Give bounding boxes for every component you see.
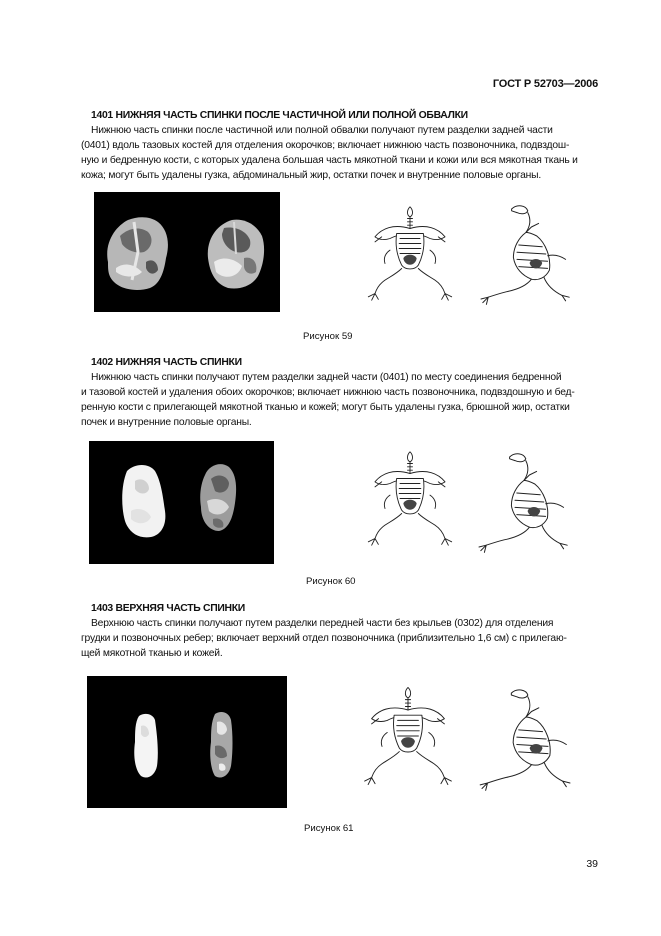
figure-caption: Рисунок 61 [304, 823, 354, 834]
section-1402-text [81, 370, 599, 430]
text-line: ренную кости с прилегающей мякотной тканью и кожей; могут быть удалены гузка, брюшной жир, остатки [81, 402, 570, 413]
text-line: грудки и позвоночных ребер; включает верхний отдел позвоночника (приблизительно 1,6 см) с прилегаю- [81, 633, 567, 644]
text-line: Нижнюю часть спинки после частичной или полной обвалки получают путем разделки задней части [91, 125, 553, 136]
section-1403-text [81, 616, 599, 661]
skeleton-side-view [470, 448, 578, 556]
text-line: (0401) вдоль тазовых костей для отделения окорочков; включает нижнюю часть позвоночника, подвздош- [81, 140, 570, 151]
skeleton-side-view [470, 684, 582, 794]
text-line: ную и бедренную кости, с которых удалена большая часть мякотной ткани и кожи или вся мякотная ткань и [81, 155, 578, 166]
page-number: 39 [586, 858, 598, 870]
skeleton-front-view [360, 441, 460, 556]
text-line: и тазовой костей и удаления обоих окорочков; включает нижнюю часть позвоночника, подвздошную и бед- [81, 387, 575, 398]
skeleton-front-view [360, 196, 460, 311]
section-1402-heading: 1402 НИЖНЯЯ ЧАСТЬ СПИНКИ [91, 357, 242, 368]
section-1401-heading: 1401 НИЖНЯЯ ЧАСТЬ СПИНКИ ПОСЛЕ ЧАСТИЧНОЙ ИЛИ ПОЛНОЙ ОБВАЛКИ [91, 110, 468, 121]
text-line: Нижнюю часть спинки получают путем разделки задней части (0401) по месту соединения бедренной [91, 372, 562, 383]
figure-caption: Рисунок 59 [303, 331, 353, 342]
text-line: щей мякотной тканью и кожей. [81, 648, 223, 659]
text-line: почек и внутренние половые органы. [81, 417, 252, 428]
text-line: кожа; могут быть удалены гузка, абдоминальный жир, остатки почек и внутренние половые органы. [81, 170, 542, 181]
skeleton-side-view [472, 200, 580, 308]
section-1403-heading: 1403 ВЕРХНЯЯ ЧАСТЬ СПИНКИ [91, 603, 245, 614]
text-line: Верхнюю часть спинки получают путем разделки передней части без крыльев (0302) для отделения [91, 618, 554, 629]
standard-number: ГОСТ Р 52703—2006 [492, 78, 598, 90]
skeleton-front-view [356, 677, 460, 795]
photo-back-lower-deboned [94, 192, 280, 312]
figure-caption: Рисунок 60 [306, 576, 356, 587]
photo-back-upper [87, 676, 287, 808]
photo-back-lower [89, 441, 274, 564]
section-1401-text [81, 123, 599, 183]
